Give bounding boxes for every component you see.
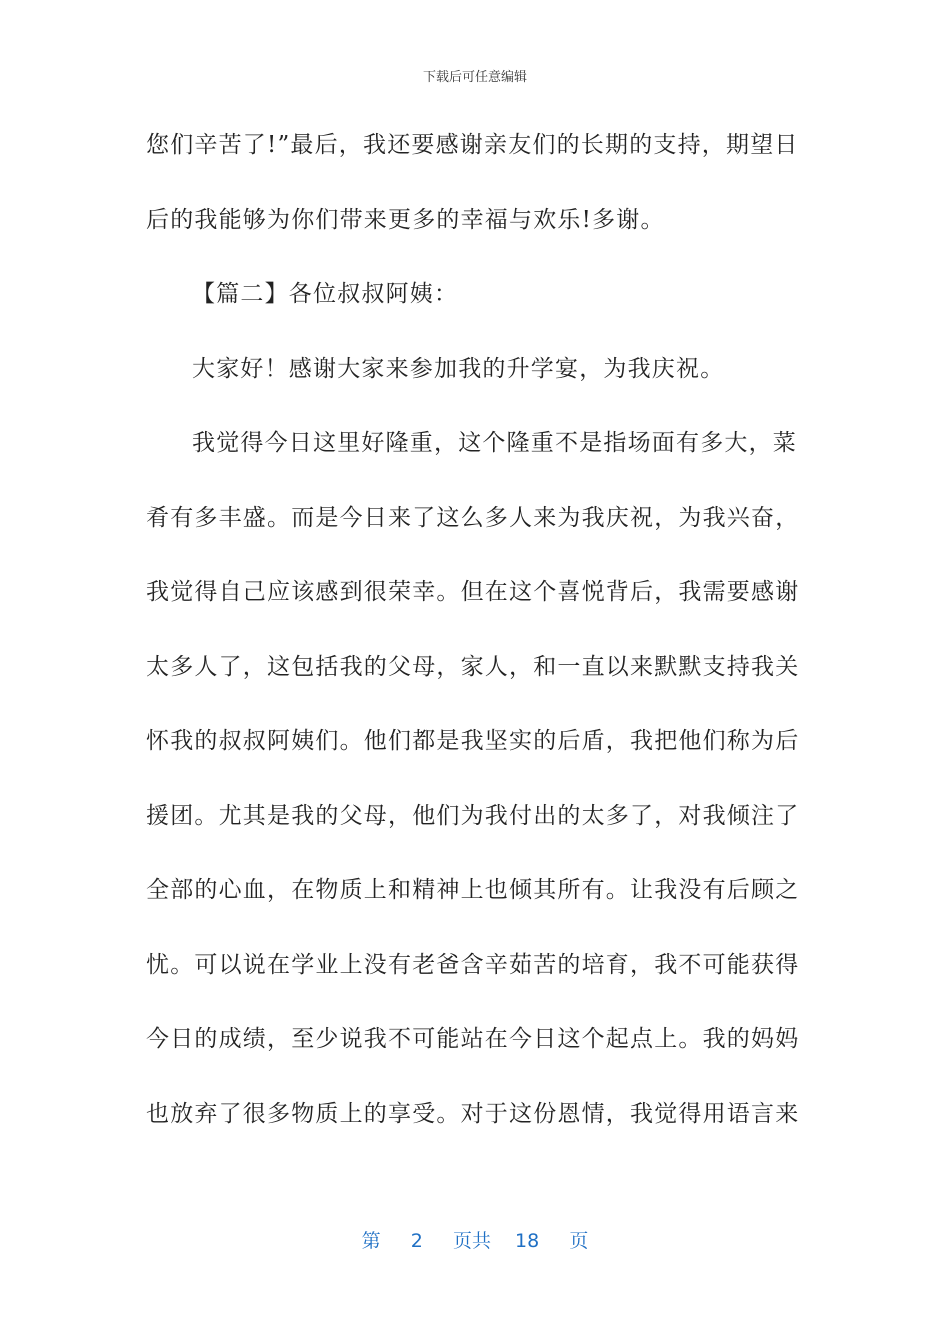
text-line: 怀我的叔叔阿姨们。他们都是我坚实的后盾，我把他们称为后 xyxy=(146,728,800,754)
text-line: 您们辛苦了!”最后，我还要感谢亲友们的长期的支持，期望日 xyxy=(146,132,799,158)
text-line: 我觉得自己应该感到很荣幸。但在这个喜悦背后，我需要感谢 xyxy=(146,579,800,605)
footer-suffix: 页 xyxy=(569,1230,589,1252)
header-note: 下载后可任意编辑 xyxy=(422,70,527,85)
current-page-number: 2 xyxy=(410,1230,423,1252)
text-line: 肴有多丰盛。而是今日来了这么多人来为我庆祝，为我兴奋， xyxy=(146,504,800,531)
text-line: 太多人了，这包括我的父母，家人，和一直以来默默支持我关 xyxy=(146,653,800,680)
section-heading: 【篇二】各位叔叔阿姨： xyxy=(192,281,459,307)
text-line: 后的我能够为你们带来更多的幸福与欢乐!多谢。 xyxy=(146,206,665,233)
text-line: 援团。尤其是我的父母，他们为我付出的太多了，对我倾注了 xyxy=(146,802,800,829)
page-footer xyxy=(0,1226,950,1253)
text-line: 今日的成绩，至少说我不可能站在今日这个起点上。我的妈妈 xyxy=(146,1026,800,1052)
text-line: 大家好！感谢大家来参加我的升学宴，为我庆祝。 xyxy=(192,355,725,382)
total-pages-number: 18 xyxy=(515,1230,540,1252)
text-line: 忧。可以说在学业上没有老爸含辛茹苦的培育，我不可能获得 xyxy=(146,951,800,978)
footer-middle: 页共 xyxy=(452,1230,491,1252)
text-line: 我觉得今日这里好隆重，这个隆重不是指场面有多大，菜 xyxy=(192,430,797,456)
footer-prefix: 第 xyxy=(361,1230,381,1252)
text-line: 全部的心血，在物质上和精神上也倾其所有。让我没有后顾之 xyxy=(146,877,800,903)
document-body xyxy=(146,108,806,1151)
text-line: 也放弃了很多物质上的享受。对于这份恩情，我觉得用语言来 xyxy=(146,1100,800,1127)
